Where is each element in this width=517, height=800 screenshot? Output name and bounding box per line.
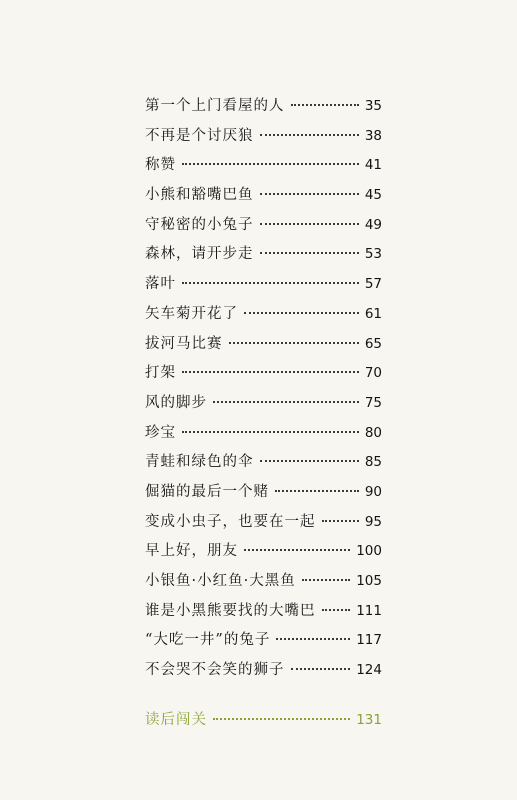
toc-entry-title: 矢车菊开花了 [145, 305, 238, 322]
toc-entry-page: 100 [356, 543, 382, 560]
dot-leader [260, 134, 359, 136]
toc-entry [145, 242, 382, 272]
toc-final-title: 读后闯关 [145, 712, 207, 728]
dot-leader [182, 163, 359, 165]
dot-leader [260, 460, 359, 462]
toc-entry-title: 小熊和豁嘴巴鱼 [145, 187, 254, 204]
toc-entry [145, 569, 382, 599]
dot-leader [322, 520, 359, 522]
dot-leader [182, 371, 359, 373]
toc-entry-page: 35 [364, 98, 382, 114]
toc-entry [145, 94, 382, 124]
toc-final-page: 131 [356, 712, 382, 728]
toc-entry-title: 守秘密的小兔子 [145, 216, 254, 233]
toc-entry-page: 117 [356, 632, 382, 649]
toc-entry [145, 213, 382, 243]
toc-entry [145, 302, 382, 332]
toc-entry-page: 70 [364, 365, 382, 382]
toc-entry [145, 658, 382, 688]
dot-leader [182, 431, 359, 433]
dot-leader [275, 490, 359, 492]
toc-entry [145, 510, 382, 540]
toc-entry-title: 小银鱼·小红鱼·大黑鱼 [145, 573, 296, 589]
toc-entry [145, 124, 382, 154]
toc-entry-title: 第一个上门看屋的人 [145, 98, 285, 114]
toc-final-entry [145, 708, 382, 729]
toc-entry-page: 75 [364, 394, 382, 411]
toc-entry-page: 49 [364, 216, 382, 233]
toc-entry-title: 珍宝 [145, 424, 176, 441]
toc-entry-page: 65 [364, 335, 382, 352]
toc-entry [145, 539, 382, 569]
toc-entry-title: 落叶 [145, 276, 176, 293]
toc-entry-page: 41 [364, 157, 382, 174]
dot-leader [244, 312, 359, 314]
toc-entry-title: 不会哭不会笑的狮子 [145, 662, 285, 679]
toc-entry-page: 105 [356, 573, 382, 589]
toc-entry-title: 风的脚步 [145, 394, 207, 411]
dot-leader [260, 223, 359, 225]
toc-entry [145, 272, 382, 302]
toc-entry-page: 85 [364, 454, 382, 471]
toc-entry-page: 95 [364, 513, 382, 530]
toc-entry [145, 332, 382, 362]
toc-entry [145, 450, 382, 480]
toc-entry-title: 森林，请开步走 [145, 246, 254, 263]
dot-leader [182, 282, 359, 284]
dot-leader [276, 638, 350, 640]
toc-entry [145, 628, 382, 658]
dot-leader [213, 718, 350, 720]
toc-entry-page: 90 [364, 483, 382, 500]
toc-entry [145, 599, 382, 629]
toc-entry-title: 打架 [145, 365, 176, 382]
toc-entry-page: 53 [364, 246, 382, 263]
toc-entry-title: 早上好，朋友 [145, 543, 238, 560]
dot-leader [244, 549, 350, 551]
toc-entry-page: 57 [364, 276, 382, 293]
toc-entry-page: 61 [364, 305, 382, 322]
toc-entry-title: 倔猫的最后一个赌 [145, 483, 269, 500]
toc-entry-page: 45 [364, 187, 382, 204]
dot-leader [291, 668, 351, 670]
toc-entry [145, 153, 382, 183]
toc-entry-page: 38 [364, 127, 382, 144]
dot-leader [260, 252, 359, 254]
dot-leader [260, 193, 359, 195]
toc-entry-title: 青蛙和绿色的伞 [145, 454, 254, 471]
toc-entry-title: 谁是小黑熊要找的大嘴巴 [145, 602, 316, 619]
table-of-contents [145, 94, 382, 688]
toc-entry-page: 111 [356, 602, 382, 619]
toc-entry [145, 480, 382, 510]
toc-entry-title: 不再是个讨厌狼 [145, 127, 254, 144]
dot-leader [302, 579, 351, 581]
dot-leader [213, 401, 359, 403]
dot-leader [291, 104, 359, 106]
toc-entry [145, 361, 382, 391]
toc-entry-page: 80 [364, 424, 382, 441]
dot-leader [229, 342, 359, 344]
toc-entry [145, 391, 382, 421]
toc-entry-title: 称赞 [145, 157, 176, 174]
toc-entry [145, 183, 382, 213]
toc-entry-page: 124 [356, 662, 382, 679]
toc-entry-title: 拔河马比赛 [145, 335, 223, 352]
toc-entry-title: “大吃一井”的兔子 [145, 632, 271, 649]
dot-leader [322, 609, 351, 611]
toc-entry-title: 变成小虫子，也要在一起 [145, 513, 316, 530]
toc-entry [145, 421, 382, 451]
